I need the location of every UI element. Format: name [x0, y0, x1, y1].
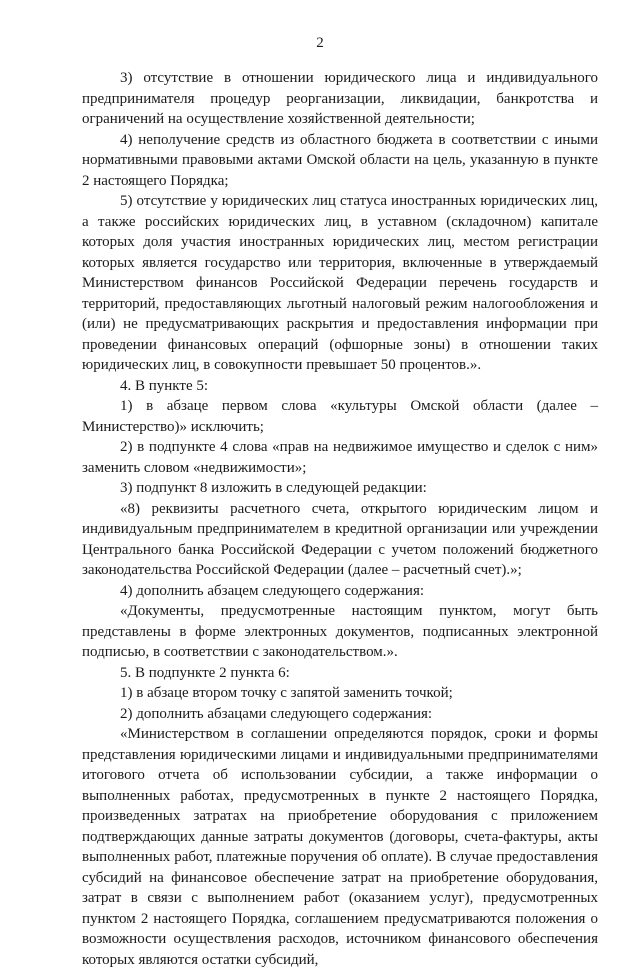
paragraph-amend-5-2: 2) дополнить абзацами следующего содержания: — [120, 705, 433, 722]
document-body — [82, 68, 598, 970]
paragraph-section-4: 4. В пункте 5: — [120, 377, 209, 394]
paragraph-quote-documents: «Документы, предусмотренные настоящим пунктом, могут быть представлены в форме электронных документов, подписанных электронной подписью, в соответствии с законодательством.». — [82, 603, 598, 660]
paragraph-amend-1: 1) в абзаце первом слова «культуры Омской области (далее – Министерство)» исключить; — [82, 398, 598, 435]
paragraph-amend-5-1: 1) в абзаце втором точку с запятой заменить точкой; — [120, 685, 453, 701]
paragraph-amend-2: 2) в подпункте 4 слова «прав на недвижимое имущество и сделок с ним» заменить словом «недвижимости»; — [82, 439, 598, 476]
paragraph-item-3: 3) отсутствие в отношении юридического лица и индивидуального предпринимателя процедур реорганизации, ликвидации, банкротства и ограничений на осуществление хозяйственной деятельности; — [82, 70, 598, 127]
paragraph-item-5: 5) отсутствие у юридических лиц статуса иностранных юридических лиц, а также российских юридических лиц, в уставном (складочном) капитале которых доля участия иностранных юридических лиц, местом регистрации которых является государство или территория, включенные в утверждаемый Министерством финансов Российской Федерации перечень государств и территорий, предоставляющих льготный налоговый режим налогообложения и (или) не предусматривающих раскрытия и предоставления информации при проведении финансовых операций (офшорные зоны) в отношении таких юридических лиц, в совокупности превышает 50 процентов.». — [82, 193, 598, 373]
paragraph-quote-8: «8) реквизиты расчетного счета, открытого юридическим лицом и индивидуальным предпринимателем в кредитной организации или учреждении Центрального банка Российской Федерации с учетом положений бюджетного законодательства Российской Федерации (далее – расчетный счет).»; — [82, 500, 598, 578]
paragraph-quote-ministry: «Министерством в соглашении определяются порядок, сроки и формы представления юридическими лицами и индивидуальными предпринимателями итогового отчета об использовании субсидии, а также информации о выполненных работах, предусмотренных в пункте 2 настоящего Порядка, произведенных затратах на приобретение оборудования с приложением подтверждающих данные затраты документов (договоры, счета-фактуры, акты выполненных работ, платежные поручения об оплате). В случае предоставления субсидий на финансовое обеспечение затрат на приобретение оборудования, затрат в связи с выполнением работ (оказанием услуг), предусмотренных пунктом 2 настоящего Порядка, соглашением предусматриваются положения о возможности осуществления расходов, источником финансового обеспечения которых являются остатки субсидий, — [82, 726, 598, 968]
paragraph-amend-4: 4) дополнить абзацем следующего содержания: — [120, 582, 425, 599]
paragraph-item-4: 4) неполучение средств из областного бюджета в соответствии с иными нормативными правовыми актами Омской области на цель, указанную в пункте 2 настоящего Порядка; — [82, 131, 598, 189]
page-number: 2 — [316, 35, 324, 51]
paragraph-amend-3: 3) подпункт 8 изложить в следующей редакции: — [120, 480, 427, 496]
paragraph-section-5: 5. В подпункте 2 пункта 6: — [120, 664, 290, 681]
